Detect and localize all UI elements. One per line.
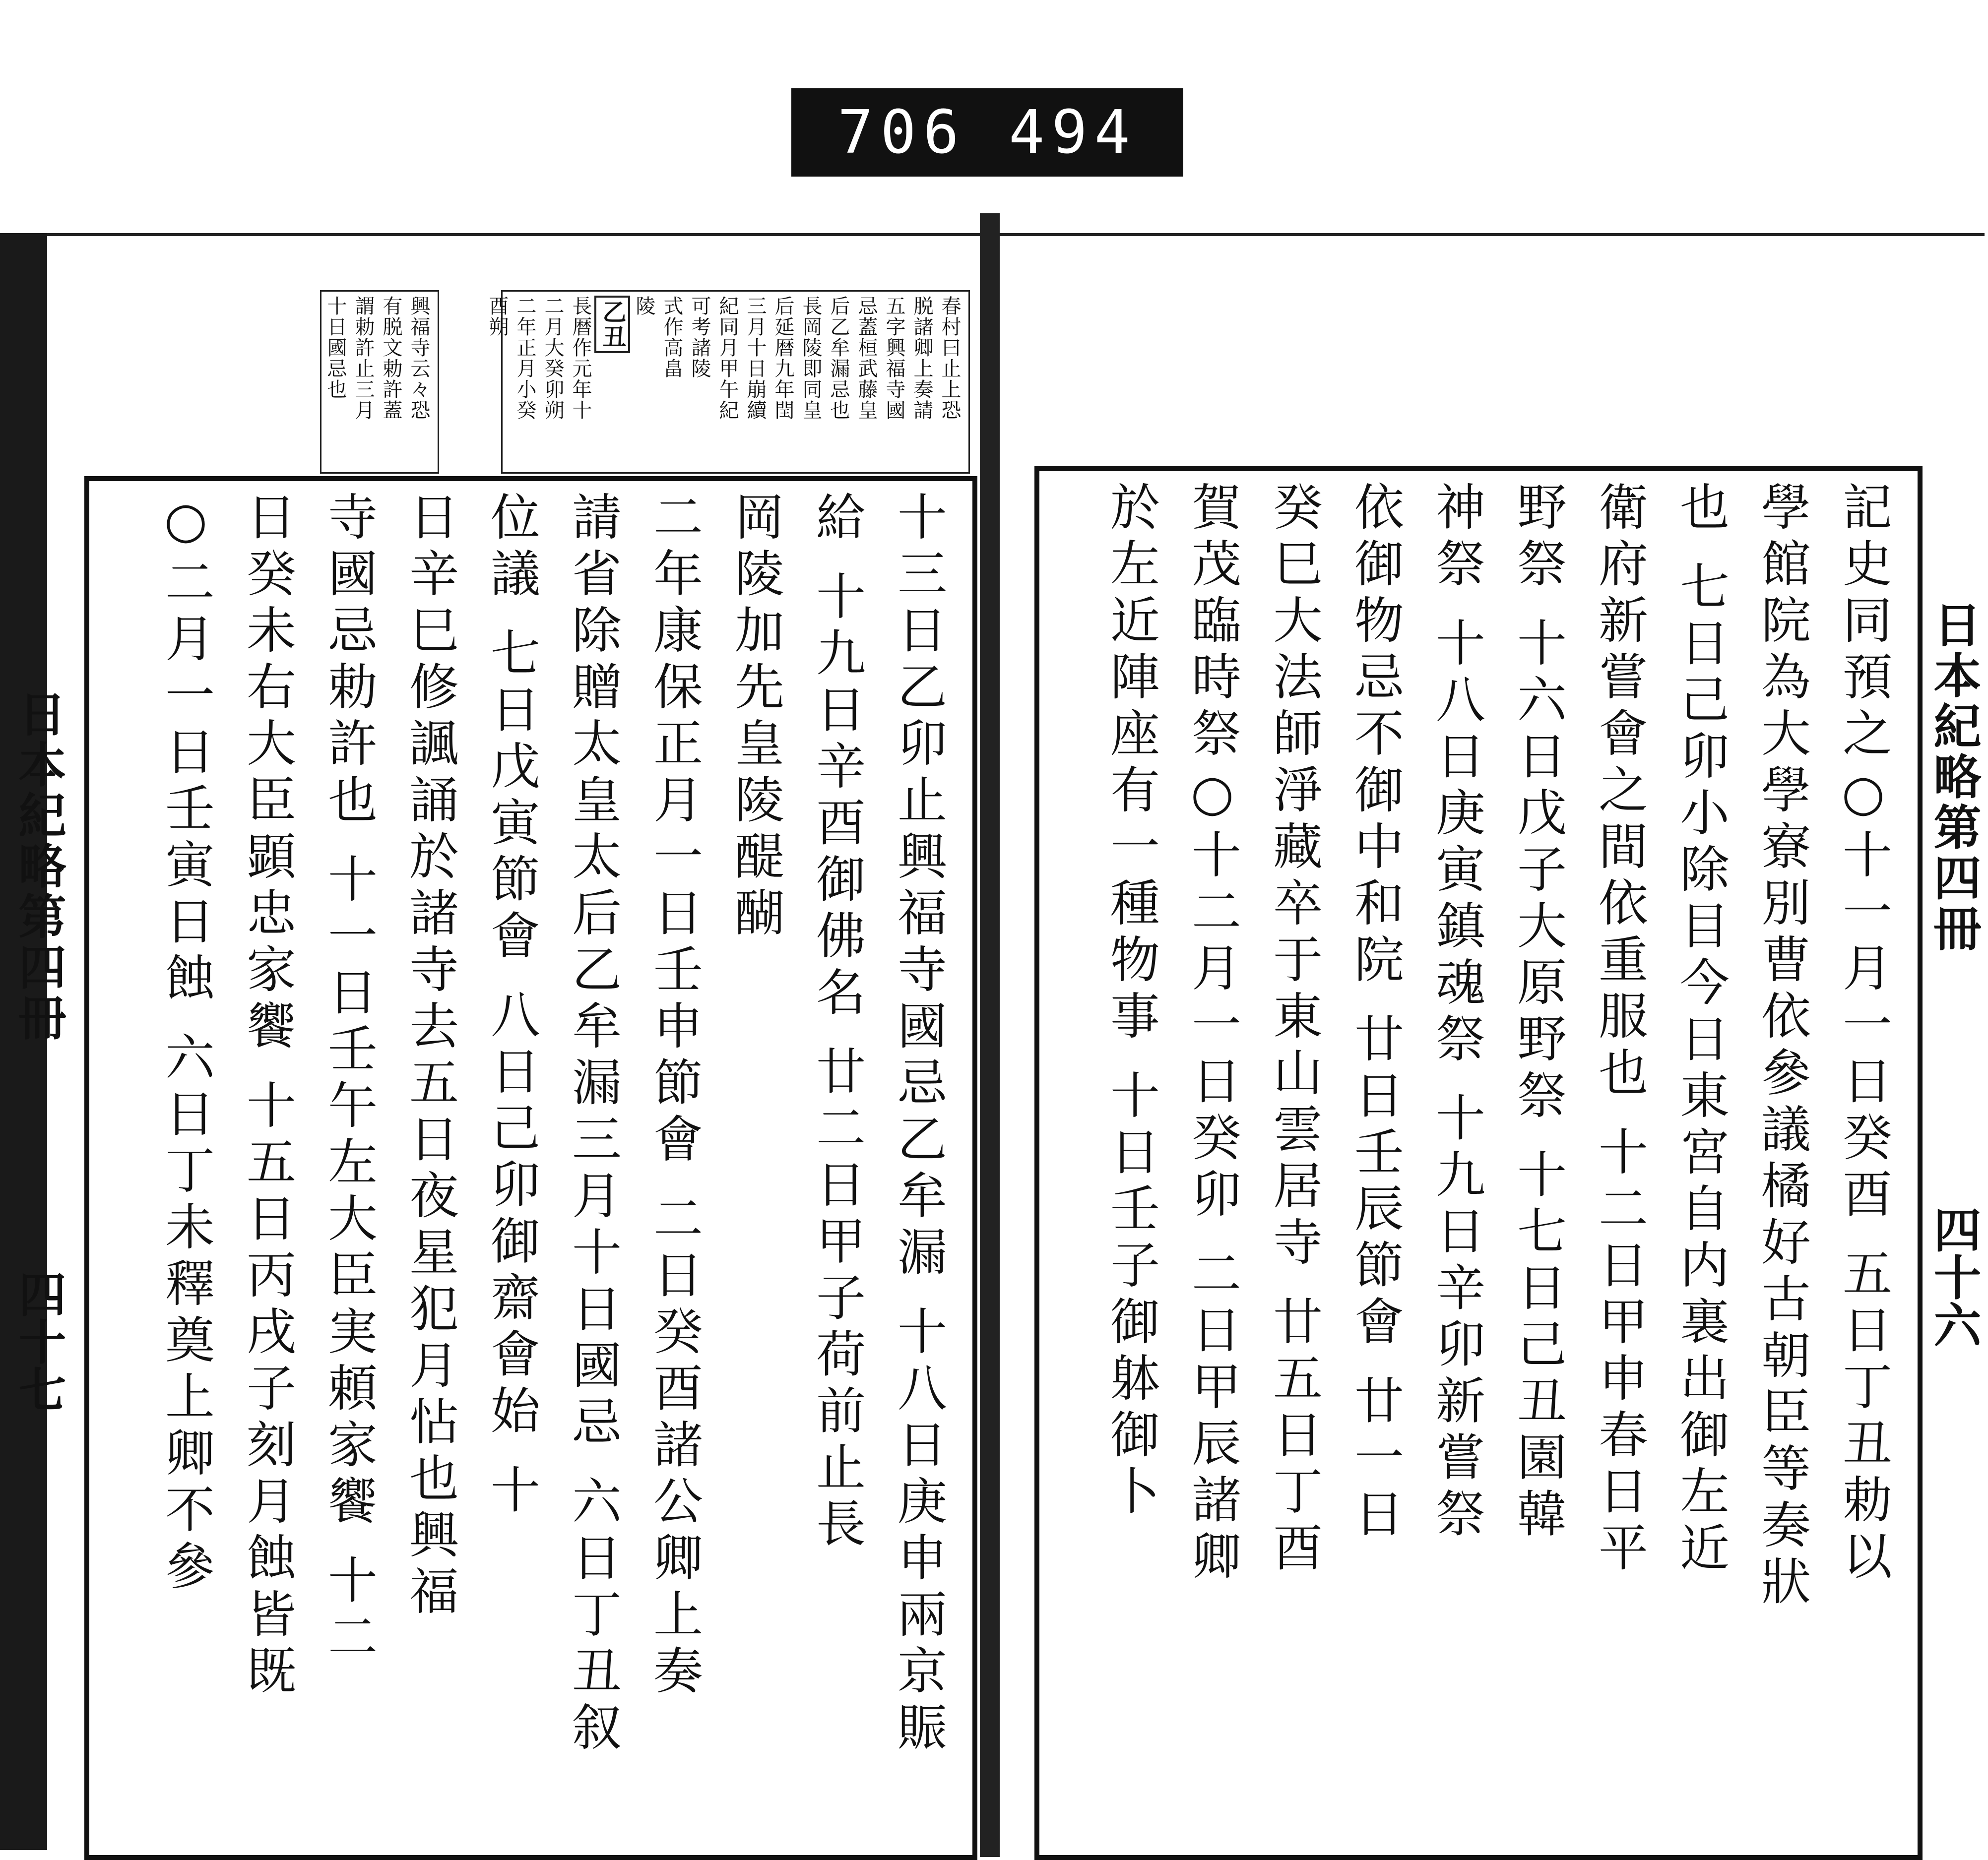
note-line: 紀同月甲午紀 — [716, 296, 739, 421]
text-line: 神祭 十八日庚寅鎮魂祭 十九日辛卯新嘗祭 — [1427, 481, 1485, 1545]
text-line: ○二月一日壬寅日蝕 六日丁未釋奠上卿不參 — [157, 491, 215, 1597]
text-line: 日辛巳修諷誦於諸寺去五日夜星犯月怗也興福 — [401, 491, 459, 1622]
book-gutter — [980, 213, 1000, 1857]
note-boxed-label — [594, 296, 630, 468]
note-line: 后延暦九年閏 — [771, 296, 794, 421]
right-margin-title: 日本紀略第四冊 — [1926, 600, 1982, 954]
note-line: 有脱文勅許蓋 — [380, 296, 402, 421]
note-line: 后乙牟漏忌也 — [827, 296, 850, 421]
left-main-text-block — [84, 476, 977, 1860]
left-margin-page-number: 四十七 — [11, 1270, 67, 1413]
text-line: 十三日乙卯止興福寺國忌乙牟漏 十八日庚申兩京賑 — [889, 491, 947, 1758]
note-line: 脱諸卿上奏請 — [910, 296, 933, 421]
text-line: 衛府新嘗會之間依重服也 十二日甲申春日平 — [1590, 481, 1648, 1578]
note-line: 春村曰止上恐 — [938, 296, 961, 421]
left-margin-title: 日本紀略第四冊 — [11, 689, 67, 1044]
note-line: 長暦作元年十 — [569, 296, 592, 421]
note-line: 長岡陵即同皇 — [799, 296, 822, 421]
right-main-text-block — [1034, 466, 1923, 1860]
note-line: 三月十日崩續 — [744, 296, 767, 421]
note-line: 二月大癸卯朔 — [541, 296, 564, 421]
note-line: 五字興福寺國 — [883, 296, 905, 421]
boxed-year-label: 乙丑 — [594, 296, 630, 353]
text-line: 於左近陣座有一種物事 十日壬子御躰御卜 — [1102, 481, 1160, 1522]
note-line: 可考諸陵 — [688, 296, 711, 379]
text-line: 野祭 十六日戊子大原野祭 十七日己丑園韓 — [1509, 481, 1567, 1545]
note-line: 式作高畠 — [660, 296, 683, 379]
text-line: 依御物忌不御中和院 廿日壬辰節會 廿一日 — [1346, 481, 1404, 1545]
note-line: 二年正月小癸 — [513, 296, 536, 421]
text-line: 也 七日己卯小除目今日東宮自内裏出御左近 — [1671, 481, 1730, 1578]
text-line: 日癸未右大臣顕忠家饗 十五日丙戌子刻月蝕皆既 — [238, 491, 296, 1701]
text-line: 給 十九日辛酉御佛名 廿二日甲子荷前止長 — [808, 491, 866, 1554]
text-line: 位議 七日戊寅節會 八日己卯御齋會始 十 — [482, 491, 540, 1521]
note-line: 謂勅許止三月 — [352, 296, 375, 421]
text-line: 學館院為大學寮別曹依參議橘好古朝臣等奏狀 — [1753, 481, 1811, 1612]
text-line: 寺國忌勅許也 十一日壬午左大臣実頼家饗 十二 — [320, 491, 378, 1668]
note-line: 酉朔 — [486, 296, 509, 337]
catalog-number-label: 706 494 — [791, 88, 1183, 177]
head-note-2 — [486, 290, 970, 474]
head-note-1 — [320, 290, 439, 474]
right-margin-page-number: 四十六 — [1926, 1205, 1982, 1348]
open-book — [0, 213, 1985, 1857]
text-line: 岡陵加先皇陵醍醐 — [726, 491, 784, 943]
note-line: 忌蓋桓武藤皇 — [855, 296, 878, 421]
text-line: 請省除贈太皇太后乙牟漏三月十日國忌 六日丁丑叙 — [564, 491, 622, 1758]
note-line: 十日國忌也 — [324, 296, 347, 400]
note-line: 興福寺云々恐 — [407, 296, 430, 421]
text-line: 賀茂臨時祭○十二月一日癸卯 二日甲辰諸卿 — [1183, 481, 1241, 1587]
text-line: 記史同預之○十一月一日癸酉 五日丁丑勅以 — [1834, 481, 1892, 1587]
text-line: 二年康保正月一日壬申節會 二日癸酉諸公卿上奏 — [645, 491, 703, 1701]
note-line: 陵 — [633, 296, 655, 316]
text-line: 癸巳大法師淨藏卒于東山雲居寺 廿五日丁酉 — [1265, 481, 1323, 1578]
